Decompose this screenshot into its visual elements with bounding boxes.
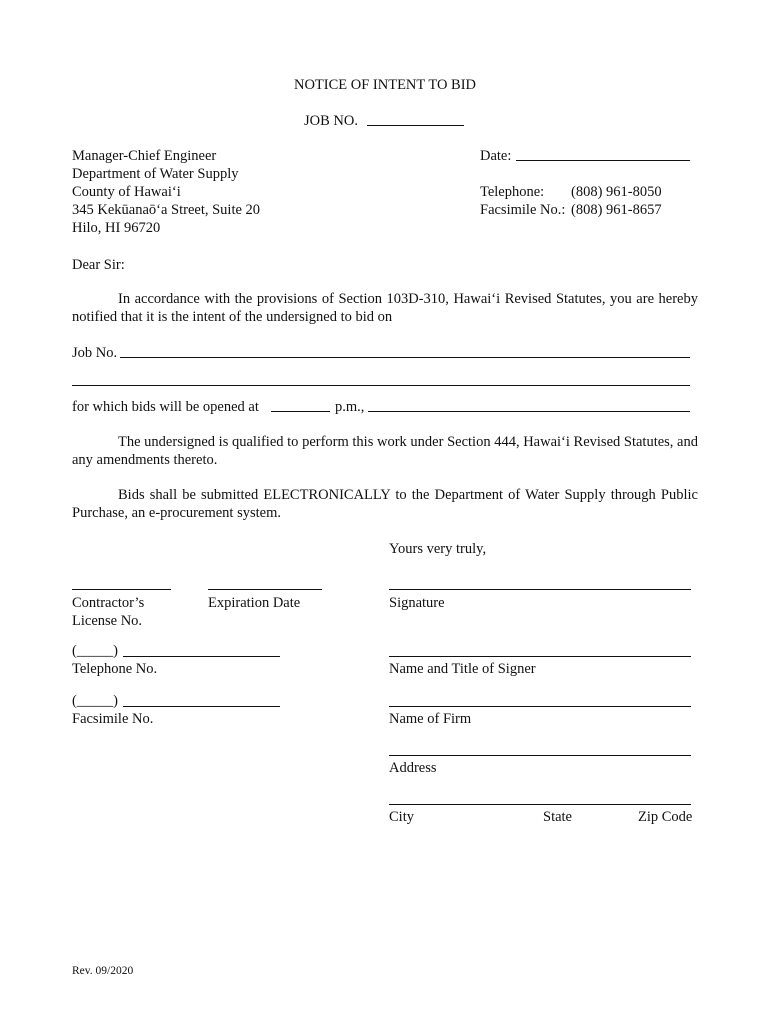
salutation: Dear Sir: [72,257,125,273]
telephone-field[interactable] [123,656,280,657]
date-label: Date: [480,148,512,164]
job-no-field[interactable] [367,125,464,126]
firm-field[interactable] [389,706,691,707]
paragraph-electronic-text: Bids shall be submitted ELECTRONICALLY to the Department of Water Supply through Public Purchase, an e-procurement system. [72,487,698,521]
state-label: State [543,809,572,825]
revision-label: Rev. 09/2020 [72,965,134,977]
paragraph-electronic [72,486,698,522]
fax-area-code: (_____) [72,693,118,709]
fax-value: (808) 961-8657 [571,202,662,218]
job-description-field-2[interactable] [72,385,690,386]
addressee-line-3: County of Hawai‘i [72,184,181,200]
job-description-field[interactable] [120,357,690,358]
telephone-no-label: Telephone No. [72,661,158,677]
city-state-zip-field[interactable] [389,804,691,805]
date-field[interactable] [516,160,690,161]
pm-label: p.m., [335,399,365,415]
signature-label: Signature [389,595,445,611]
addressee-line-1: Manager-Chief Engineer [72,148,217,164]
bids-opened-label: for which bids will be opened at [72,399,259,415]
signature-field[interactable] [389,589,691,590]
closing: Yours very truly, [389,541,487,557]
city-label: City [389,809,414,825]
firm-label: Name of Firm [389,711,472,727]
paragraph-qualified-text: The undersigned is qualified to perform this work under Section 444, Hawai‘i Revised Statutes, and any amendments thereto. [72,434,698,468]
bid-location-field[interactable] [368,411,690,412]
expiration-field[interactable] [208,589,322,590]
addressee-line-5: Hilo, HI 96720 [72,220,161,236]
address-label: Address [389,760,437,776]
paragraph-intent [72,290,698,326]
facsimile-field[interactable] [123,706,280,707]
job-line-label: Job No. [72,345,118,361]
page-title: NOTICE OF INTENT TO BID [293,77,477,93]
paragraph-qualified [72,433,698,469]
telephone-value: (808) 961-8050 [571,184,662,200]
bid-time-field[interactable] [271,411,330,412]
addressee-line-2: Department of Water Supply [72,166,239,182]
fax-label: Facsimile No.: [480,202,566,218]
paragraph-intent-text: In accordance with the provisions of Section 103D-310, Hawai‘i Revised Statutes, you are hereby notified that it is the intent of the undersigned to bid on [72,291,698,325]
address-field[interactable] [389,755,691,756]
signer-label: Name and Title of Signer [389,661,536,677]
telephone-label: Telephone: [480,184,545,200]
facsimile-no-label: Facsimile No. [72,711,154,727]
telephone-area-code: (_____) [72,643,118,659]
expiration-label: Expiration Date [208,595,301,611]
license-label-2: License No. [72,613,143,629]
zip-label: Zip Code [638,809,693,825]
addressee-line-4: 345 Kekūanaō‘a Street, Suite 20 [72,202,261,218]
signer-field[interactable] [389,656,691,657]
license-label-1: Contractor’s [72,595,145,611]
job-no-label: JOB NO. [304,113,358,129]
license-field[interactable] [72,589,171,590]
